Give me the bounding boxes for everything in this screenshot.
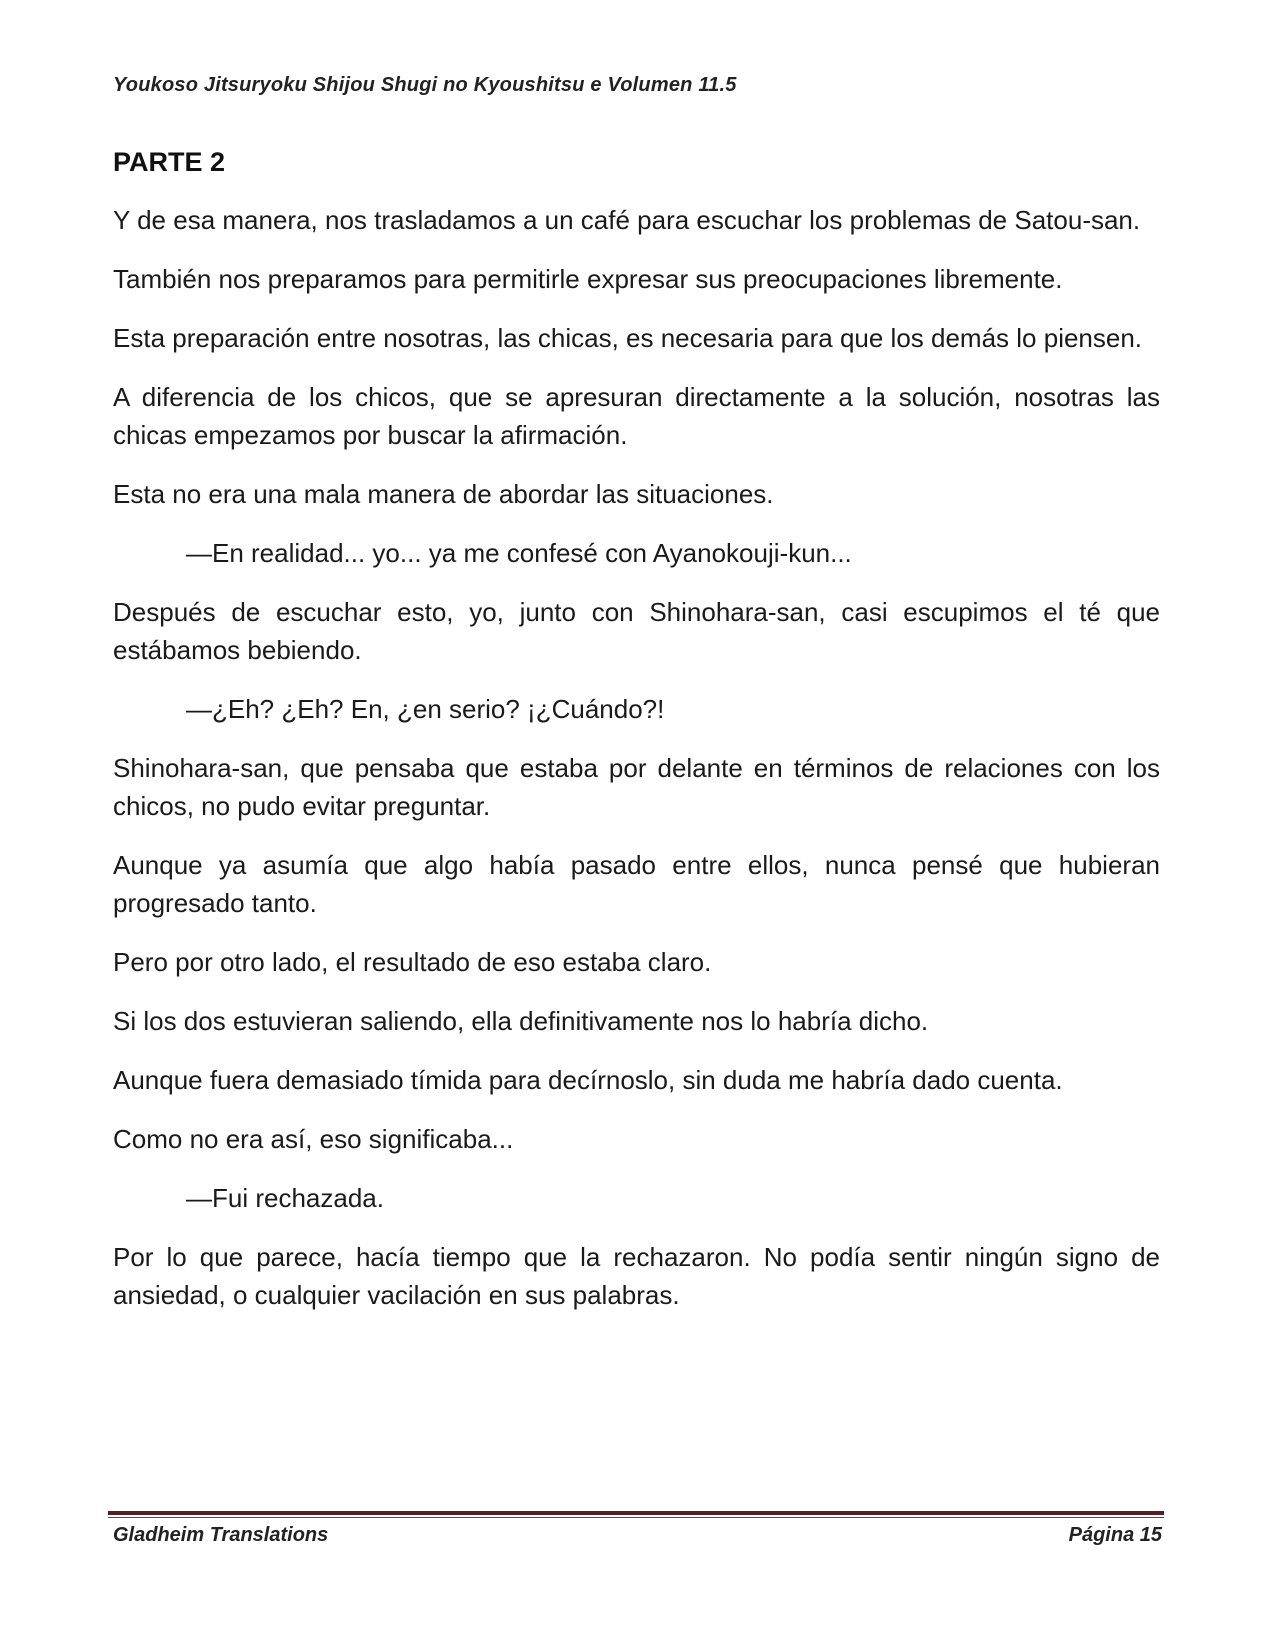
footer-credit: Gladheim Translations <box>113 1524 329 1546</box>
paragraph: Y de esa manera, nos trasladamos a un café para escuchar los problemas de Satou-san. <box>113 205 1141 236</box>
dialogue-line: —¿Eh? ¿Eh? En, ¿en serio? ¡¿Cuándo?! <box>186 694 665 725</box>
paragraph: Aunque fuera demasiado tímida para decírnoslo, sin duda me habría dado cuenta. <box>113 1065 1063 1096</box>
paragraph: Después de escuchar esto, yo, junto con Shinohara-san, casi escupimos el té que estábamos bebiendo. <box>113 597 1160 666</box>
paragraph: Si los dos estuvieran saliendo, ella definitivamente nos lo habría dicho. <box>113 1006 929 1037</box>
paragraph: Esta preparación entre nosotras, las chicas, es necesaria para que los demás lo piensen. <box>113 323 1143 354</box>
footer-page-number: Página 15 <box>1068 1524 1162 1546</box>
paragraph: Como no era así, eso significaba... <box>113 1124 514 1155</box>
footer-divider-thin <box>108 1517 1164 1518</box>
paragraph: Por lo que parece, hacía tiempo que la rechazaron. No podía sentir ningún signo de ansiedad, o cualquier vacilación en sus palabras. <box>113 1242 1160 1311</box>
footer-divider-thick <box>108 1511 1164 1515</box>
paragraph: También nos preparamos para permitirle expresar sus preocupaciones libremente. <box>113 264 1063 295</box>
paragraph: A diferencia de los chicos, que se apresuran directamente a la solución, nosotras las chicas empezamos por buscar la afirmación. <box>113 382 1160 451</box>
dialogue-line: —En realidad... yo... ya me confesé con Ayanokouji-kun... <box>186 538 852 569</box>
dialogue-line: —Fui rechazada. <box>186 1183 384 1214</box>
paragraph: Aunque ya asumía que algo había pasado entre ellos, nunca pensé que hubieran progresado tanto. <box>113 850 1160 919</box>
section-title: PARTE 2 <box>113 147 226 177</box>
page-header-title: Youkoso Jitsuryoku Shijou Shugi no Kyoushitsu e Volumen 11.5 <box>113 74 737 96</box>
paragraph: Esta no era una mala manera de abordar las situaciones. <box>113 479 774 510</box>
paragraph: Shinohara-san, que pensaba que estaba por delante en términos de relaciones con los chicos, no pudo evitar preguntar. <box>113 753 1160 822</box>
page-content <box>113 146 1160 1335</box>
paragraph: Pero por otro lado, el resultado de eso estaba claro. <box>113 947 712 978</box>
